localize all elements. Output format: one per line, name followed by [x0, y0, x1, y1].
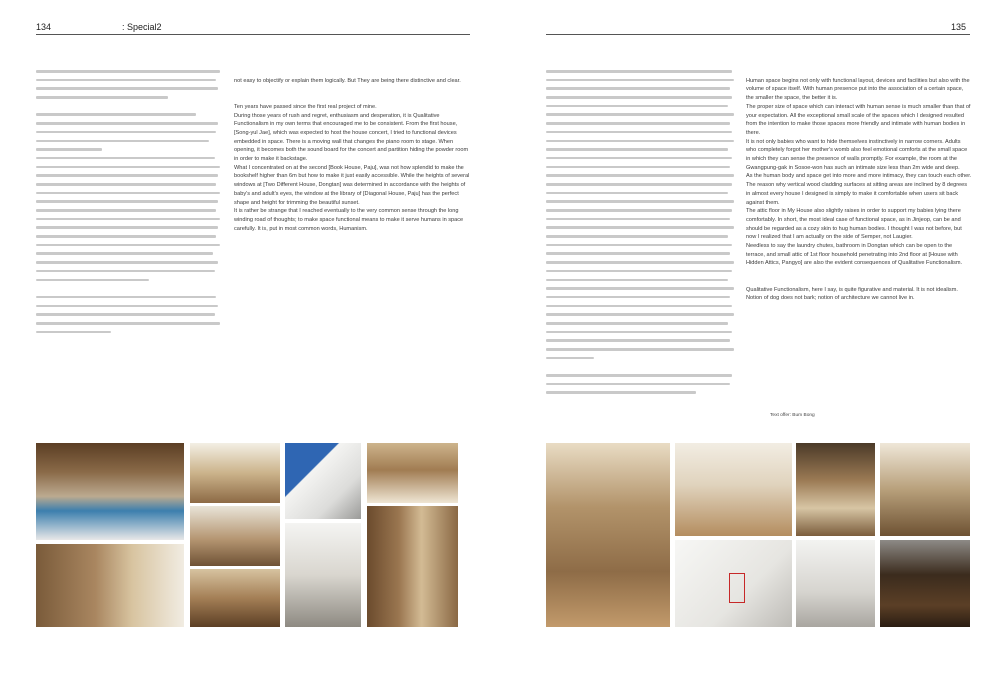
right-korean-column — [546, 70, 738, 400]
section-label: : Special2 — [122, 22, 162, 32]
window-bench-photo — [880, 443, 970, 536]
living-room-photo — [190, 569, 280, 627]
right-english-column — [746, 68, 972, 312]
left-korean-column — [36, 70, 224, 339]
left-english-paragraph-1: not easy to objectify or explain them logically. But They are being there distinctive and clear. — [234, 77, 461, 84]
closet-photo — [796, 540, 875, 627]
sliding-door-photo — [367, 506, 458, 627]
white-model-photo — [285, 443, 361, 519]
model-highlight-box — [729, 573, 745, 603]
staircase-photo — [796, 443, 875, 536]
left-page-number: 134 — [36, 22, 52, 32]
stair-detail-photo — [285, 523, 361, 627]
left-header-rule — [36, 34, 470, 35]
text-credit: Text offer: Bum Bong — [770, 413, 815, 418]
left-english-column — [234, 68, 470, 251]
book-hallway-photo — [546, 443, 670, 627]
piano-room-photo — [190, 506, 280, 566]
right-page-number: 135 — [951, 22, 967, 32]
wood-shelf-room-photo — [367, 443, 458, 503]
right-english-paragraph-1: Human space begins not only with functional layout, devices and facilities but also with the volume of space itself. With human presence put into the association of a certain space, the smaller the space, the better it is. The proper size of space which can interact with human sense is much smaller than that of your expectation. All the exceptional small scale of the spaces which I designed resulted from the intention to make those spaces more friendly and intimate with human bodies in there. It is not only babies who want to hide themselves instinctively in narrow corners. Adults who completely forgot her mother's womb also feel emotional comforts at the small space in which they can sense the presence of walls promptly. For example, the room at the Gwangpung-gak in Sosoe-won has such an intimate size less than 2m wide and deep. As the human body and space get into more and more intimacy, they can touch each other. The reason why vertical wood cladding surfaces at sitting areas are inclined by 8 degrees in almost every house I designed is simply to make it comfortable when users sit back against them. The attic floor in My House also slightly raises in order to support my babies lying there comfortably. In short, the most ideal case of functional space, as in Jinjeop, can be and should be regarded as a cozy skin to hug human bodies. I thought I was not before, but now I realized that I am actually on the side of Semper, not Laugier. Needless to say the laundry chutes, bathroom in Dongtan which can be open to the terrace, and small attic of 1st floor household penetrating into 2nd floor at [House with Hidden Attics, Pangyo] are also the evident consequences of Qualitative Functionalism. — [746, 77, 972, 267]
kitchen-photo — [36, 544, 184, 627]
dark-exterior-photo — [880, 540, 970, 627]
left-english-paragraph-2: Ten years have passed since the first real project of mine. During those years of rush and regret, enthusiasm and desperation, it is Qualitative Functionalism in my own terms that encouraged me to be consistent. From the first house, [Song-yul Jae], which was expected to host the house concert, I tried to functional devices embedded in space. There is a moving wall that changes the piano room to stage. When opening, it becomes both the sound board for the concert and partition hiding the powder room in order to make it backstage. What I concentrated on at the second [Book House, Paju], was not how splendid to make the bookshelf higher than 6m but how to make it just easily accessible. While the heights of several windows at [Two Different House, Dongtan] was determined in accordance with the heights of baby's and adult's eyes, the window at the library of [Diagonal House, Paju] has the perfect shape and height for trimming the beautiful sunset. It is rather be strange that I reached eventually to the very common sense through the long winding road of thoughts; to make space functional means to make it serve humans in space carefully. It is, put in most common words, Humanism. — [234, 103, 470, 232]
living-window-photo — [675, 443, 792, 536]
bathroom-photo — [36, 443, 184, 540]
right-english-paragraph-2: Qualitative Functionalism, here I say, is quite figurative and material. It is not idealism. Notion of dog does not bark; notion of architecture we cannot live in. — [746, 286, 958, 302]
right-header-rule — [546, 34, 970, 35]
stair-hall-photo — [190, 443, 280, 503]
